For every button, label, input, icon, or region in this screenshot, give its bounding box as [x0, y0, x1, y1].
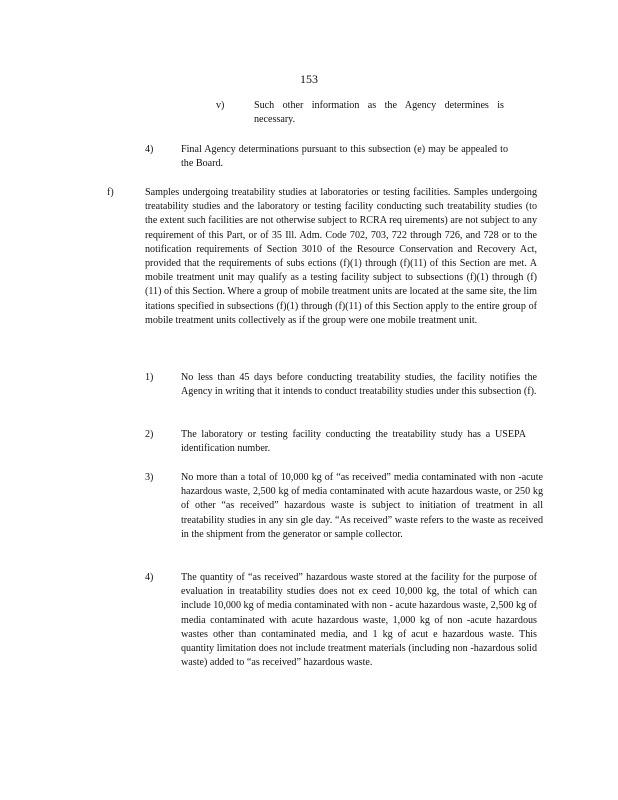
item-3-marker: 3): [145, 472, 154, 483]
item-1-text: No less than 45 days before conducting treatability studies, the facility notifies the Agency in writing that it intends to conduct treatability studies under this subsection (f).: [181, 372, 537, 398]
item-2-text: The laboratory or testing facility conducting the treatability study has a USEPA identification number.: [181, 429, 526, 455]
section-f-text: Samples undergoing treatability studies at laboratories or testing facilities. Samples undergoing treatability studies and the laboratory or testing facility conducting such treatability studies (to the extent such facilities are not otherwise subject to RCRA req uirements) are not subject to any requirement of this Part, or of 35 Ill. Adm. Code 702, 703, 722 through 726, and 728 or to the notification requirements of Section 3010 of the Resource Conservation and Recovery Act, provided that the requirements of subs ections (f)(1) through (f)(11) of this Section are met. A mobile treatment unit may qualify as a testing facility subject to subsections (f)(1) through (f)(11) of this Section. Where a group of mobile treatment units are located at the same site, the lim itations specified in subsections (f)(1) through (f)(11) of this Section apply to the entire group of mobile treatment units collectively as if the group were one mobile treatment unit.: [145, 187, 537, 326]
item-4-upper-marker: 4): [145, 144, 154, 155]
item-1-marker: 1): [145, 372, 154, 383]
item-4-upper-text: Final Agency determinations pursuant to this subsection (e) may be appealed to the Board.: [181, 144, 508, 170]
item-3-text: No more than a total of 10,000 kg of “as received” media contaminated with non -acute hazardous waste, 2,500 kg of media contaminated with acute hazardous waste, or 250 kg of other “as received” hazardous waste is subject to initiation of treatment in all treatability studies in any sin gle day. “As received” waste refers to the waste as received in the shipment from the generator or sample collector.: [181, 472, 543, 540]
section-f-marker: f): [107, 187, 114, 198]
item-v-text: Such other information as the Agency determines is necessary.: [254, 100, 504, 126]
item-2-marker: 2): [145, 429, 154, 440]
page-number: 153: [300, 72, 318, 86]
item-4-text: The quantity of “as received” hazardous waste stored at the facility for the purpose of evaluation in treatability studies does not ex ceed 10,000 kg, the total of which can include 10,000 kg of media contaminated with non - acute hazardous waste, 2,500 kg of media contaminated with acute hazardous waste, 1,000 kg of non -acute hazardous wastes other than contaminated media, and 1 kg of acut e hazardous waste. This quantity limitation does not include treatment materials (including non -hazardous solid waste) added to “as received” hazardous waste.: [181, 572, 537, 669]
item-v-marker: v): [216, 100, 225, 111]
item-4-marker: 4): [145, 572, 154, 583]
